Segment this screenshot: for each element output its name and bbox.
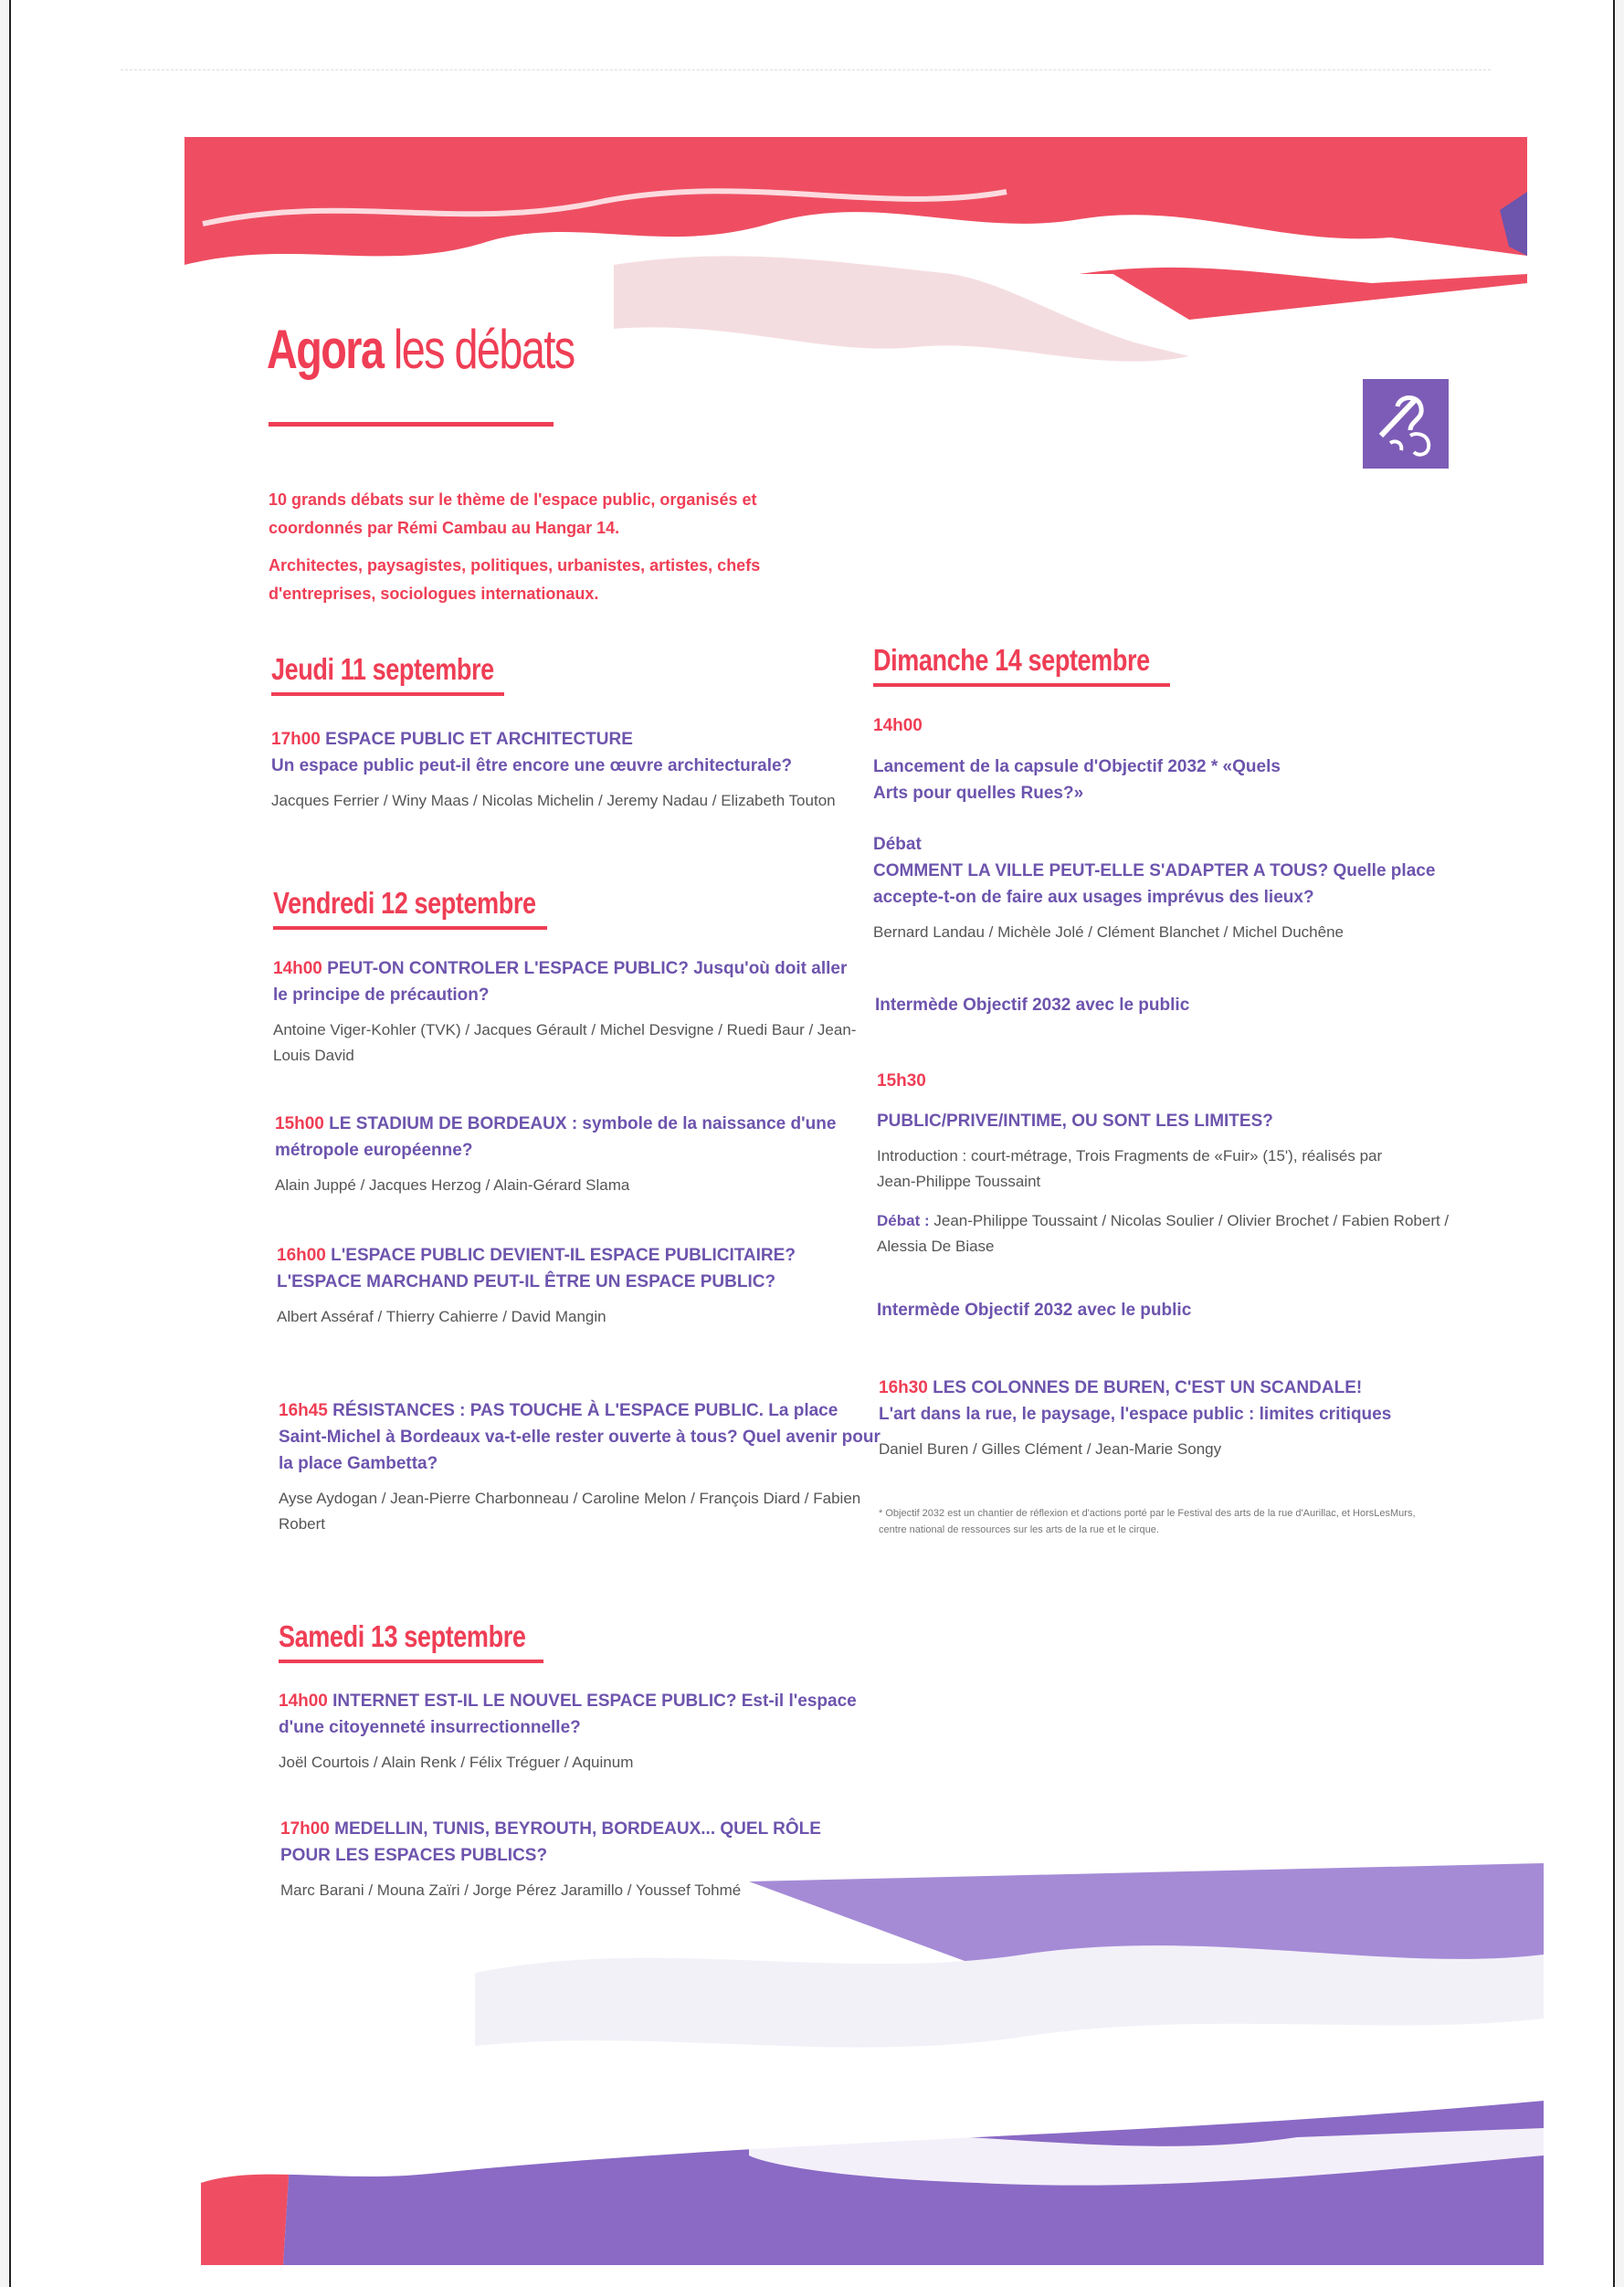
debat-label: Débat xyxy=(873,835,922,854)
event-title: PUBLIC/PRIVE/INTIME, OU SONT LES LIMITES? xyxy=(877,1112,1273,1131)
day-title: Jeudi 11 septembre xyxy=(271,652,494,686)
dimanche-time-1: 14h00 xyxy=(873,716,923,735)
event-samedi-2 xyxy=(280,1816,865,1903)
event-vendredi-3 xyxy=(277,1242,861,1330)
day-dimanche xyxy=(873,643,1210,687)
day-title: Dimanche 14 septembre xyxy=(873,643,1150,677)
day-vendredi xyxy=(273,886,594,930)
dimanche-intermede-2: Intermède Objectif 2032 avec le public xyxy=(877,1301,1192,1320)
title-bold: Agora xyxy=(267,319,384,380)
event-subtitle: Un espace public peut-il être encore une œuvre architecturale? xyxy=(271,756,793,775)
debat-speakers: Bernard Landau / Michèle Jolé / Clément Blanchet / Michel Duchêne xyxy=(873,923,1345,941)
event-speakers: Ayse Aydogan / Jean-Pierre Charbonneau / Caroline Melon / François Diard / Fabien Robert xyxy=(279,1490,861,1533)
event-title: PEUT-ON CONTROLER L'ESPACE PUBLIC? Jusqu'où doit aller le principe de précaution? xyxy=(273,959,848,1005)
event-title: ESPACE PUBLIC ET ARCHITECTURE xyxy=(325,730,633,749)
intro-text xyxy=(269,486,835,617)
title-underline xyxy=(269,422,554,427)
deaf-sign-language-icon xyxy=(1363,379,1449,469)
dimanche-debat-1 xyxy=(873,831,1458,945)
event-time: 15h00 xyxy=(275,1114,324,1133)
event-title: LE STADIUM DE BORDEAUX : symbole de la naissance d'une métropole européenne? xyxy=(275,1114,837,1160)
debat-speakers: Jean-Philippe Toussaint / Nicolas Soulier / Olivier Brochet / Fabien Robert / Alessia De Biase xyxy=(877,1212,1450,1255)
event-time: 14h00 xyxy=(279,1692,328,1711)
debat-label: Débat : xyxy=(877,1212,930,1229)
event-jeudi-1 xyxy=(271,726,856,814)
title-rest: les débats xyxy=(393,319,575,380)
event-speakers: Marc Barani / Mouna Zaïri / Jorge Pérez Jaramillo / Youssef Tohmé xyxy=(280,1881,742,1899)
torn-paper-violet-artwork xyxy=(201,1863,1544,2265)
event-title: RÉSISTANCES : PAS TOUCHE À L'ESPACE PUBLIC. La place Saint-Michel à Bordeaux va-t-elle rester ouverte à tous? Quel avenir pour la place Gambetta? xyxy=(279,1401,881,1473)
day-jeudi xyxy=(271,652,543,696)
event-time: 16h45 xyxy=(279,1401,328,1420)
dimanche-intermede-1: Intermède Objectif 2032 avec le public xyxy=(875,996,1190,1015)
event-speakers: Antoine Viger-Kohler (TVK) / Jacques Gérault / Michel Desvigne / Ruedi Baur / Jean-Louis David xyxy=(273,1021,857,1064)
day-samedi xyxy=(279,1619,580,1663)
event-time: 16h00 xyxy=(277,1246,326,1265)
page-title xyxy=(267,318,575,381)
event-speakers: Albert Asséraf / Thierry Cahierre / David Mangin xyxy=(277,1308,606,1325)
event-speakers: Jacques Ferrier / Winy Maas / Nicolas Michelin / Jeremy Nadau / Elizabeth Touton xyxy=(271,792,836,809)
footnote: * Objectif 2032 est un chantier de réflexion et d'actions porté par le Festival des arts de la rue d'Aurillac, et HorsLesMurs, centre national de ressources sur les arts de la rue et le cirque. xyxy=(879,1508,1416,1535)
debat-title: COMMENT LA VILLE PEUT-ELLE S'ADAPTER A TOUS? Quelle place accepte-t-on de faire aux usages imprévus des lieux? xyxy=(873,861,1436,907)
event-time: 16h30 xyxy=(879,1378,928,1397)
dimanche-event-3 xyxy=(879,1375,1463,1462)
day-underline xyxy=(273,926,547,930)
scan-divider xyxy=(121,69,1491,70)
event-speakers: Daniel Buren / Gilles Clément / Jean-Marie Songy xyxy=(879,1440,1222,1458)
event-vendredi-4 xyxy=(279,1397,881,1537)
day-underline xyxy=(873,683,1170,687)
intro-line-2: Architectes, paysagistes, politiques, urbanistes, artistes, chefs d'entreprises, sociologues internationaux. xyxy=(269,556,761,603)
day-title: Vendredi 12 septembre xyxy=(273,886,536,920)
event-subtitle: L'art dans la rue, le paysage, l'espace public : limites critiques xyxy=(879,1405,1392,1424)
event-speakers: Alain Juppé / Jacques Herzog / Alain-Gérard Slama xyxy=(275,1176,630,1194)
dimanche-time-2: 15h30 xyxy=(877,1071,926,1091)
event-time: 17h00 xyxy=(271,730,321,749)
dimanche-event-2 xyxy=(877,1108,1461,1259)
event-vendredi-1 xyxy=(273,955,858,1069)
event-title: INTERNET EST-IL LE NOUVEL ESPACE PUBLIC? Est-il l'espace d'une citoyenneté insurrectionnelle? xyxy=(279,1692,857,1737)
event-speakers: Joël Courtois / Alain Renk / Félix Tréguer / Aquinum xyxy=(279,1754,634,1771)
event-title: LES COLONNES DE BUREN, C'EST UN SCANDALE! xyxy=(933,1378,1363,1397)
intro-line-1: 10 grands débats sur le thème de l'espace public, organisés et coordonnés par Rémi Cambau au Hangar 14. xyxy=(269,490,757,537)
event-samedi-1 xyxy=(279,1688,863,1776)
page xyxy=(9,0,1615,2287)
event-time: 14h00 xyxy=(273,959,322,978)
day-title: Samedi 13 septembre xyxy=(279,1619,526,1653)
event-intro: Introduction : court-métrage, Trois Fragments de «Fuir» (15'), réalisés par Jean-Philippe Toussaint xyxy=(877,1147,1383,1190)
event-vendredi-2 xyxy=(275,1111,859,1198)
event-title: MEDELLIN, TUNIS, BEYROUTH, BORDEAUX... QUEL RÔLE POUR LES ESPACES PUBLICS? xyxy=(280,1819,821,1865)
event-time: 17h00 xyxy=(280,1819,330,1839)
dimanche-launch: Lancement de la capsule d'Objectif 2032 * «Quels Arts pour quelles Rues?» xyxy=(873,757,1281,803)
day-underline xyxy=(271,692,504,696)
event-title: L'ESPACE PUBLIC DEVIENT-IL ESPACE PUBLICITAIRE? L'ESPACE MARCHAND PEUT-IL ÊTRE UN ESPACE PUBLIC? xyxy=(277,1246,796,1291)
day-underline xyxy=(279,1660,543,1663)
